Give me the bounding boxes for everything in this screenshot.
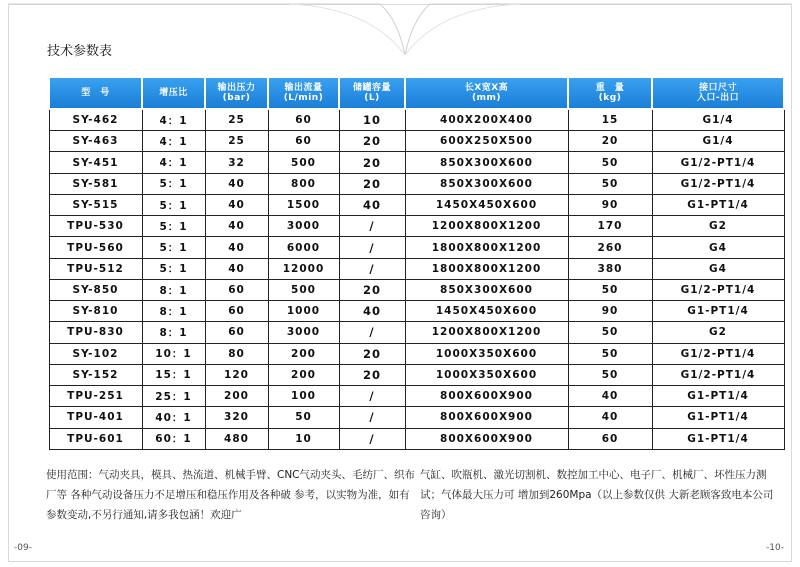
cell-output-pressure: 60 [205,322,268,343]
cell-tank-capacity: / [339,237,405,258]
cell-port-size: G1/4 [652,131,784,152]
cell-model: SY-850 [49,279,142,300]
cell-ratio: 8：1 [142,301,205,322]
cell-model: TPU-530 [49,216,142,237]
usage-notes-left: 使用范围：气动夹具，模具、热流道、机械手臂、CNC气动夹头、毛纺厂、织布厂等 各种气动设备压力不足增压和稳压作用及各种破 参考，以实物为准，如有参数变动,不另行通知,请多我包涵！欢迎广 [46,469,416,521]
cell-port-size: G2 [652,322,784,343]
cell-model: SY-515 [49,194,142,215]
cell-weight: 15 [568,109,652,131]
cell-model: SY-463 [49,131,142,152]
cell-port-size: G1/2-PT1/4 [652,173,784,194]
cell-ratio: 5：1 [142,258,205,279]
page-number-left: -09- [14,543,32,553]
cell-tank-capacity: 10 [339,109,405,131]
cell-port-size: G1-PT1/4 [652,194,784,215]
cell-model: TPU-512 [49,258,142,279]
usage-notes-right: 气缸、吹瓶机、激光切割机、数控加工中心、电子厂、机械厂、坏性压力测试；气体最大压力可 增加到260Mpa（以上参数仅供 大新老顾客致电本公司咨询） [420,469,774,521]
spec-table [48,76,785,450]
cell-ratio: 8：1 [142,322,205,343]
cell-tank-capacity: 20 [339,131,405,152]
col-header-port-size: 接口尺寸 入口-出口 [652,77,784,109]
cell-ratio: 5：1 [142,173,205,194]
cell-output-pressure: 32 [205,152,268,173]
cell-output-flow: 3000 [268,322,339,343]
cell-model: TPU-401 [49,407,142,428]
cell-ratio: 8：1 [142,279,205,300]
cell-output-pressure: 25 [205,131,268,152]
table-row [49,131,784,152]
cell-tank-capacity: 40 [339,301,405,322]
col-header-dimensions: 长X宽X高 (mm) [405,77,568,109]
table-row [49,194,784,215]
cell-weight: 90 [568,301,652,322]
cell-port-size: G4 [652,258,784,279]
cell-port-size: G4 [652,237,784,258]
cell-output-flow: 800 [268,173,339,194]
cell-tank-capacity: 20 [339,364,405,385]
spec-table-body [49,109,784,450]
cell-tank-capacity: / [339,322,405,343]
cell-weight: 50 [568,343,652,364]
spec-table-header-row [49,77,784,109]
cell-port-size: G1/2-PT1/4 [652,279,784,300]
table-row [49,237,784,258]
table-row [49,258,784,279]
cell-tank-capacity: / [339,428,405,449]
table-row [49,428,784,449]
cell-output-pressure: 200 [205,386,268,407]
cell-weight: 50 [568,322,652,343]
cell-port-size: G1-PT1/4 [652,301,784,322]
cell-port-size: G2 [652,216,784,237]
cell-ratio: 5：1 [142,216,205,237]
cell-output-flow: 60 [268,109,339,131]
cell-dimensions: 1200X800X1200 [405,322,568,343]
cell-output-flow: 3000 [268,216,339,237]
col-header-output-flow: 输出流量 (L/min) [268,77,339,109]
cell-dimensions: 1000X350X600 [405,343,568,364]
cell-weight: 50 [568,364,652,385]
cell-output-pressure: 480 [205,428,268,449]
col-header-output-pressure: 输出压力 (bar) [205,77,268,109]
cell-model: SY-581 [49,173,142,194]
table-row [49,364,784,385]
cell-output-pressure: 40 [205,194,268,215]
cell-tank-capacity: 20 [339,279,405,300]
cell-output-pressure: 80 [205,343,268,364]
cell-output-flow: 60 [268,131,339,152]
table-row [49,216,784,237]
cell-dimensions: 850X300X600 [405,152,568,173]
cell-model: TPU-830 [49,322,142,343]
table-row [49,279,784,300]
cell-output-flow: 1000 [268,301,339,322]
table-row [49,301,784,322]
cell-ratio: 40：1 [142,407,205,428]
cell-weight: 90 [568,194,652,215]
page-number-right: -10- [766,543,784,553]
cell-tank-capacity: 40 [339,194,405,215]
col-header-model: 型 号 [49,77,142,109]
cell-weight: 40 [568,407,652,428]
cell-output-pressure: 60 [205,301,268,322]
table-row [49,386,784,407]
cell-dimensions: 800X600X900 [405,428,568,449]
cell-ratio: 15：1 [142,364,205,385]
cell-weight: 50 [568,173,652,194]
table-row [49,173,784,194]
cell-dimensions: 1200X800X1200 [405,216,568,237]
cell-output-flow: 200 [268,343,339,364]
cell-weight: 50 [568,279,652,300]
cell-output-flow: 10 [268,428,339,449]
cell-model: TPU-560 [49,237,142,258]
cell-output-pressure: 40 [205,258,268,279]
cell-dimensions: 800X600X900 [405,407,568,428]
cell-port-size: G1/4 [652,109,784,131]
cell-output-pressure: 40 [205,237,268,258]
cell-weight: 170 [568,216,652,237]
cell-tank-capacity: / [339,216,405,237]
cell-ratio: 4：1 [142,109,205,131]
cell-ratio: 25：1 [142,386,205,407]
cell-port-size: G1-PT1/4 [652,428,784,449]
cell-model: TPU-601 [49,428,142,449]
table-row [49,109,784,131]
cell-port-size: G1/2-PT1/4 [652,364,784,385]
cell-output-flow: 6000 [268,237,339,258]
cell-port-size: G1-PT1/4 [652,386,784,407]
cell-weight: 380 [568,258,652,279]
cell-model: SY-810 [49,301,142,322]
cell-port-size: G1/2-PT1/4 [652,152,784,173]
cell-port-size: G1-PT1/4 [652,407,784,428]
cell-dimensions: 1800X800X1200 [405,258,568,279]
cell-output-pressure: 40 [205,173,268,194]
cell-ratio: 5：1 [142,194,205,215]
cell-dimensions: 800X600X900 [405,386,568,407]
col-header-tank-capacity: 储罐容量 (L) [339,77,405,109]
cell-weight: 260 [568,237,652,258]
cell-output-pressure: 40 [205,216,268,237]
page-binding-curl [0,0,800,60]
cell-output-flow: 1500 [268,194,339,215]
cell-dimensions: 400X200X400 [405,109,568,131]
cell-output-pressure: 60 [205,279,268,300]
cell-weight: 20 [568,131,652,152]
cell-output-flow: 100 [268,386,339,407]
cell-output-flow: 12000 [268,258,339,279]
cell-output-flow: 500 [268,152,339,173]
cell-ratio: 4：1 [142,152,205,173]
cell-dimensions: 850X300X600 [405,279,568,300]
cell-weight: 60 [568,428,652,449]
table-row [49,152,784,173]
page-title: 技术参数表 [47,44,113,59]
cell-model: SY-102 [49,343,142,364]
cell-dimensions: 1800X800X1200 [405,237,568,258]
cell-dimensions: 1000X350X600 [405,364,568,385]
table-row [49,343,784,364]
cell-output-flow: 50 [268,407,339,428]
cell-model: SY-152 [49,364,142,385]
cell-model: TPU-251 [49,386,142,407]
cell-tank-capacity: 20 [339,152,405,173]
cell-output-pressure: 25 [205,109,268,131]
cell-dimensions: 850X300X600 [405,173,568,194]
cell-model: SY-462 [49,109,142,131]
cell-tank-capacity: / [339,258,405,279]
table-row [49,407,784,428]
cell-ratio: 10：1 [142,343,205,364]
cell-output-flow: 500 [268,279,339,300]
cell-weight: 50 [568,152,652,173]
cell-output-pressure: 320 [205,407,268,428]
cell-tank-capacity: / [339,386,405,407]
cell-ratio: 5：1 [142,237,205,258]
cell-dimensions: 1450X450X600 [405,194,568,215]
cell-ratio: 4：1 [142,131,205,152]
cell-dimensions: 600X250X500 [405,131,568,152]
cell-ratio: 60：1 [142,428,205,449]
col-header-weight: 重 量 (kg) [568,77,652,109]
col-header-ratio: 增压比 [142,77,205,109]
table-row [49,322,784,343]
cell-tank-capacity: 20 [339,343,405,364]
cell-output-flow: 200 [268,364,339,385]
cell-weight: 40 [568,386,652,407]
cell-tank-capacity: / [339,407,405,428]
cell-dimensions: 1450X450X600 [405,301,568,322]
cell-port-size: G1/2-PT1/4 [652,343,784,364]
cell-output-pressure: 120 [205,364,268,385]
cell-model: SY-451 [49,152,142,173]
cell-tank-capacity: 20 [339,173,405,194]
